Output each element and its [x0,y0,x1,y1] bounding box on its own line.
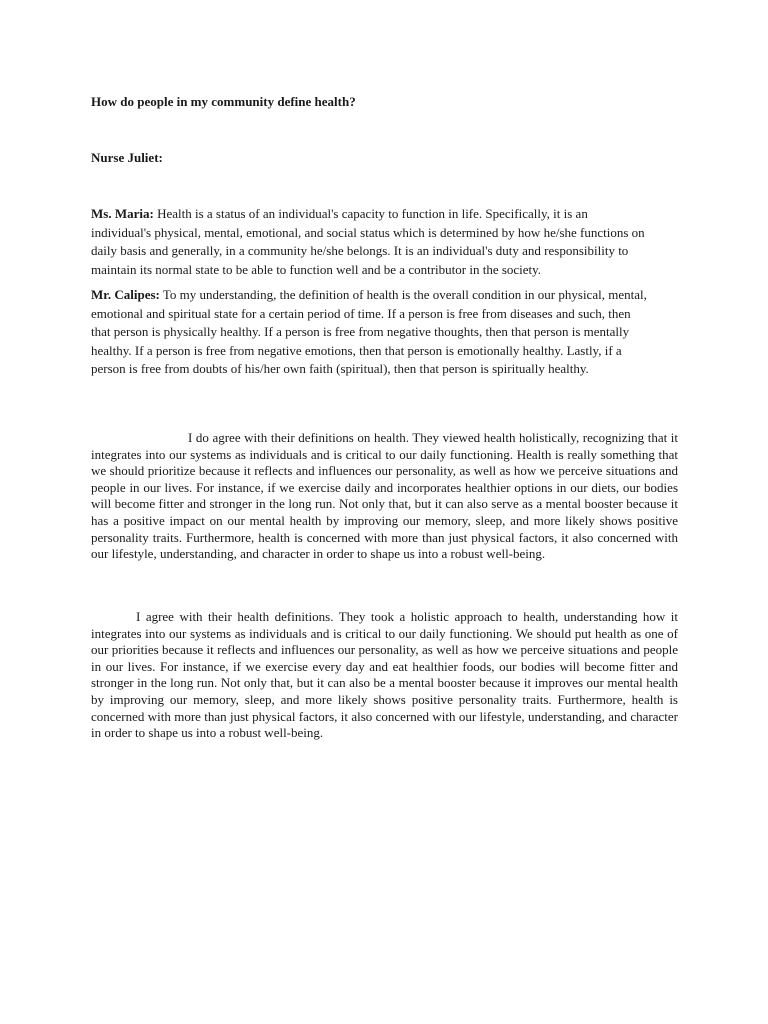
maria-text: Health is a status of an individual's capacity to function in life. Specifically, it is an individual's physical, mental, emotional, and social status which is determined by how he/she functions on daily basis and generally, in a community he/she belongs. It is an individual's duty and responsibility to maintain its normal state to be able to function well and be a contributor in the society. [91,206,645,277]
maria-speaker: Ms. Maria: [91,206,154,221]
maria-answer [91,205,651,279]
question-heading: How do people in my community define health? [91,94,356,109]
calipes-answer [91,286,651,379]
calipes-text: To my understanding, the definition of health is the overall condition in our physical, mental, emotional and spiritual state for a certain period of time. If a person is free from diseases and such, then that person is physically healthy. If a person is free from negative thoughts, then that person is mentally healthy. If a person is free from negative emotions, then that person is emotionally healthy. Lastly, if a person is free from doubts of his/her own faith (spiritual), then that person is spiritually healthy. [91,287,647,377]
nurse-label: Nurse Juliet: [91,150,163,165]
reflection-paragraph-2: I agree with their health definitions. They took a holistic approach to health, understanding how it integrates into our systems as individuals and is critical to our daily functioning. We should put health as one of our priorities because it reflects and influences our personality, as well as how we perceive situations and people in our lives. For instance, if we exercise every day and eat healthier foods, our bodies will become fitter and stronger in the long run. Not only that, but it can also be a mental booster because it improves our mental health by improving our memory, sleep, and more likely shows positive personality traits. Furthermore, health is concerned with more than just physical factors, it also concerned with our lifestyle, understanding, and character in order to shape us into a robust well-being. [91,609,678,741]
reflection-paragraph-1: I do agree with their definitions on health. They viewed health holistically, recognizing that it integrates into our systems as individuals and is critical to our daily functioning. Health is really something that we should prioritize because it reflects and influences our personality, as well as how we perceive situations and people in our lives. For instance, if we exercise daily and incorporates healthier options in our diets, our bodies will become fitter and stronger in the long run. Not only that, but it can also serve as a mental booster because it has a positive impact on our mental health by improving our memory, sleep, and more likely shows positive personality traits. Furthermore, health is concerned with more than just physical factors, it also concerned with our lifestyle, understanding, and character in order to shape us into a robust well-being. [91,430,678,562]
calipes-speaker: Mr. Calipes: [91,287,160,302]
